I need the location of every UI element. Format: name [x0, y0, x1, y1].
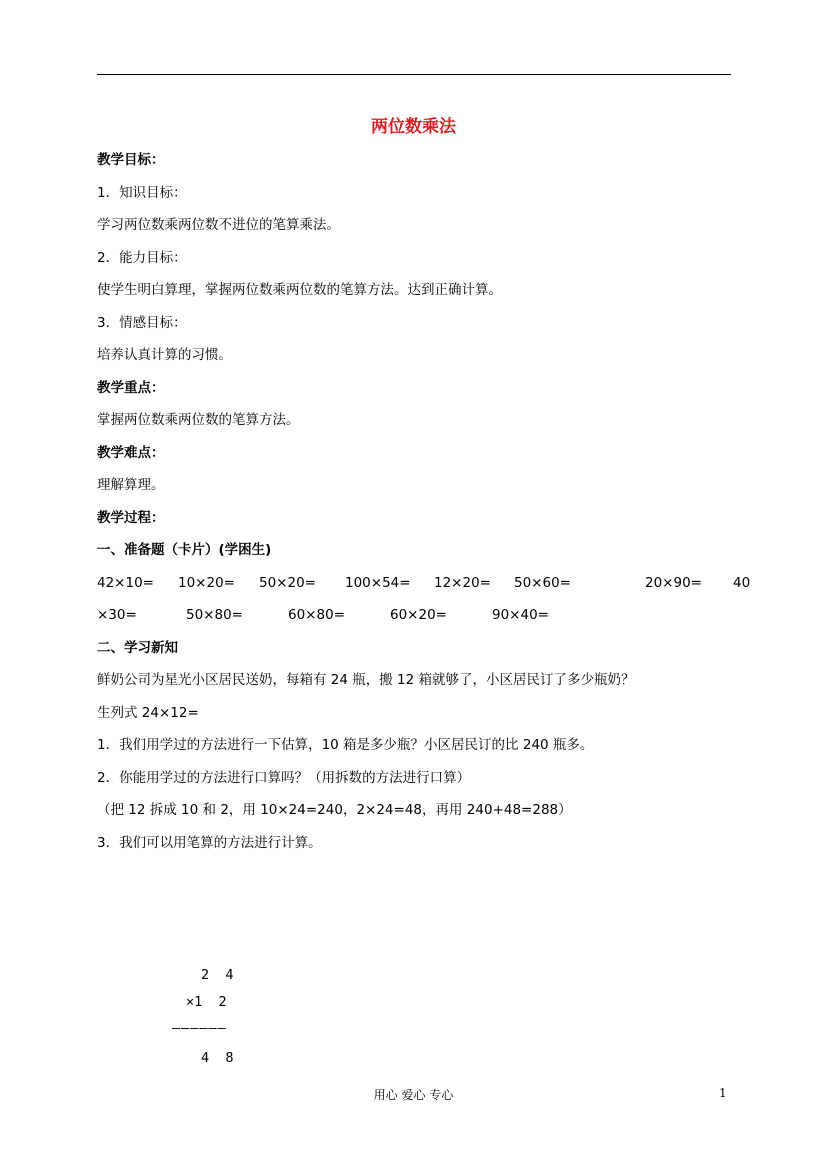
document-title: 两位数乘法 — [371, 117, 456, 137]
goal3-text: 培养认真计算的习惯。 — [97, 347, 232, 363]
exercise-item: 90×40= — [492, 607, 549, 623]
exercise-item: 60×80= — [288, 607, 345, 623]
prep-heading: 一、准备题（卡片）(学困生) — [97, 542, 272, 558]
new-knowledge-heading: 二、学习新知 — [97, 640, 178, 656]
exercise-item: 42×10= — [97, 575, 154, 591]
problem-text: 鲜奶公司为星光小区居民送奶，每箱有 24 瓶，搬 12 箱就够了，小区居民订了多少瓶奶？ — [97, 672, 635, 688]
difficulty-text: 理解算理。 — [97, 477, 165, 493]
student-expression: 生列式 24×12= — [97, 705, 199, 721]
exercise-item: ×30= — [97, 607, 137, 623]
goal1-label: 1．知识目标： — [97, 185, 187, 201]
key-heading: 教学重点： — [97, 380, 165, 396]
goal2-label: 2．能力目标： — [97, 250, 187, 266]
step2-text: 2．你能用学过的方法进行口算吗？（用拆数的方法进行口算） — [97, 770, 471, 786]
goals-heading: 教学目标： — [97, 152, 165, 168]
exercise-item: 50×60= — [514, 575, 571, 591]
key-text: 掌握两位数乘两位数的笔算方法。 — [97, 412, 300, 428]
step2-detail: （把 12 拆成 10 和 2，用 10×24=240，2×24=48，再用 240+48=288） — [97, 802, 572, 818]
step1-text: 1．我们用学过的方法进行一下估算，10 箱是多少瓶？小区居民订的比 240 瓶多。 — [97, 737, 594, 753]
exercise-item: 50×20= — [259, 575, 316, 591]
exercise-item: 100×54= — [345, 575, 411, 591]
vertical-calc-partial-product: 4 8 — [201, 1050, 234, 1066]
vertical-calc-divider: —————— — [172, 1020, 227, 1036]
difficulty-heading: 教学难点： — [97, 445, 165, 461]
page-number: 1 — [719, 1086, 727, 1100]
exercise-item: 40 — [733, 575, 751, 591]
exercise-item: 50×80= — [186, 607, 243, 623]
exercise-item: 12×20= — [434, 575, 491, 591]
header-rule — [97, 74, 731, 75]
exercise-item: 20×90= — [645, 575, 702, 591]
goal1-text: 学习两位数乘两位数不进位的笔算乘法。 — [97, 217, 340, 233]
goal2-text: 使学生明白算理，掌握两位数乘两位数的笔算方法。达到正确计算。 — [97, 282, 502, 298]
vertical-calc-multiplicand: 2 4 — [201, 967, 234, 983]
process-heading: 教学过程： — [97, 510, 165, 526]
vertical-calc-multiplier: ×1 2 — [186, 994, 227, 1010]
goal3-label: 3．情感目标： — [97, 315, 187, 331]
exercise-item: 60×20= — [390, 607, 447, 623]
exercise-item: 10×20= — [178, 575, 235, 591]
footer-motto: 用心 爱心 专心 — [373, 1088, 454, 1102]
step3-text: 3．我们可以用笔算的方法进行计算。 — [97, 835, 322, 851]
